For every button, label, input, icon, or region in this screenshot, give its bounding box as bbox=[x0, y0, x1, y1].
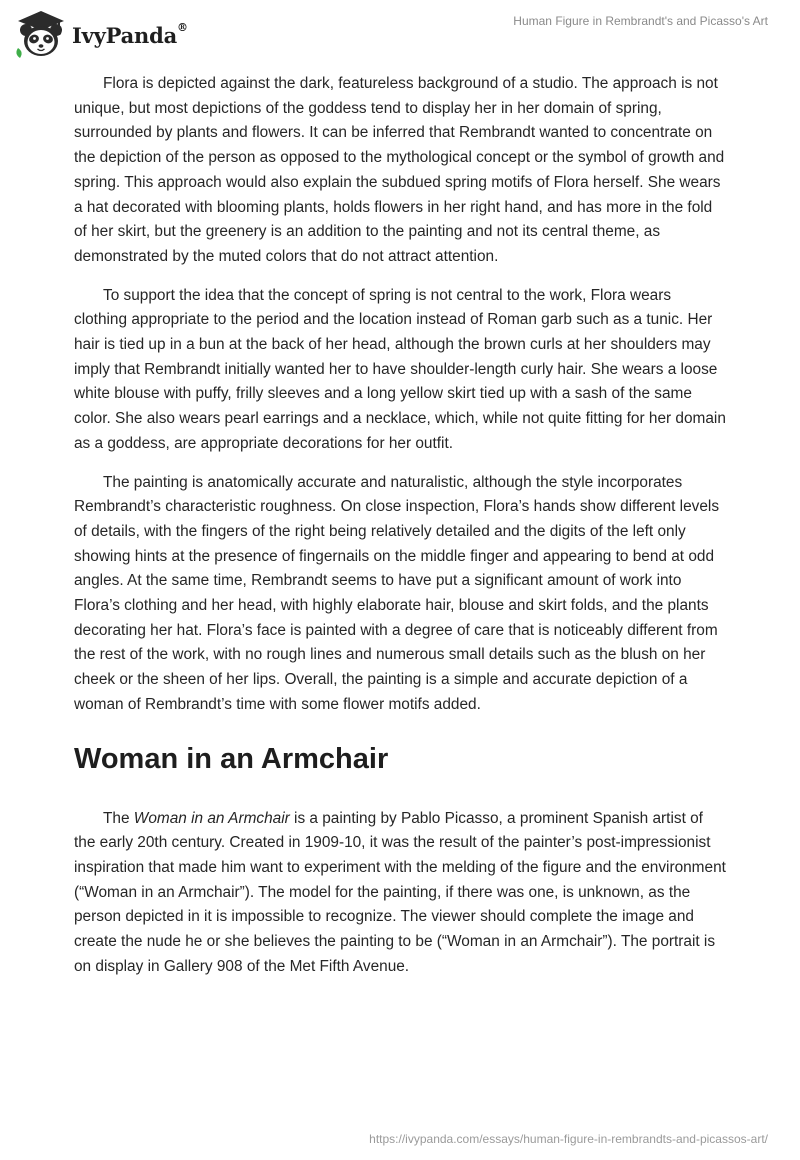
page-header bbox=[0, 0, 800, 70]
document-title: Human Figure in Rembrandt's and Picasso's Art bbox=[513, 14, 768, 28]
panda-graduation-cap-icon bbox=[14, 8, 68, 60]
registered-mark: ® bbox=[177, 20, 188, 34]
paragraph-lead-text: The bbox=[103, 809, 134, 827]
paragraph-flora-anatomy: The painting is anatomically accurate and naturalistic, although the style incorporates Rembrandt’s characteristic roughness. On close inspection, Flora’s hands show different levels of details, with the fingers of the right being relatively detailed and the digits of the left only showing hints at the presence of fingernails on the middle finger and appearing to bend at odd angles. At the same time, Rembrandt seems to have put a significant amount of work into Flora’s clothing and her head, with highly elaborate hair, blouse and skirt folds, and the plants decorating her hat. Flora’s face is painted with a degree of care that is noticeably different from the rest of the work, with no rough lines and numerous small details such as the blush on her cheek or the sheen of her lips. Overall, the painting is a simple and accurate depiction of a woman of Rembrandt’s time with some flower motifs added. bbox=[74, 473, 720, 713]
brand-name-text: IvyPanda bbox=[72, 22, 178, 48]
section-heading: Woman in an Armchair bbox=[74, 742, 389, 775]
brand-logo[interactable] bbox=[14, 8, 188, 60]
paragraph-rest-text: is a painting by Pablo Picasso, a prominent Spanish artist of the early 20th century. Created in 1909-10, it was the result of the painter’s post-impressionist inspiration that made him want to experiment with the melding of the figure and the environment (“Woman in an Armchair”). The model for the painting, if there was one, is unknown, as the person depicted in it is impossible to recognize. The viewer should complete the image and create the nude he or she believes the painting to be (“Woman in an Armchair”). The portrait is on display in Gallery 908 of the Met Fifth Avenue. bbox=[74, 809, 726, 975]
source-url[interactable]: https://ivypanda.com/essays/human-figure-in-rembrandts-and-picassos-art/ bbox=[369, 1132, 768, 1146]
essay-body bbox=[74, 72, 726, 994]
painting-title-italic: Woman in an Armchair bbox=[133, 809, 290, 827]
paragraph-flora-clothing: To support the idea that the concept of spring is not central to the work, Flora wears clothing appropriate to the period and the location instead of Roman garb such as a tunic. Her hair is tied up in a bun at the back of her head, although the brown curls at her shoulders may imply that Rembrandt initially wanted her to have shoulder-length curly hair. She wears a loose white blouse with puffy, frilly sleeves and a long yellow skirt tied up with a sash of the same color. She also wears pearl earrings and a necklace, which, while not quite fitting for her domain as a goddess, are appropriate decorations for her outfit. bbox=[74, 286, 726, 452]
paragraph-flora-background: Flora is depicted against the dark, featureless background of a studio. The approach is not unique, but most depictions of the goddess tend to display her in her domain of spring, surrounded by plants and flowers. It can be inferred that Rembrandt wanted to concentrate on the depiction of the person as opposed to the mythological concept or the symbol of growth and spring. This approach would also explain the subdued spring motifs of Flora herself. She wears a hat decorated with blooming plants, holds flowers in her right hand, and has more in the fold of her skirt, but the greenery is an addition to the painting and not its central theme, as demonstrated by the muted colors that do not attract attention. bbox=[74, 75, 725, 265]
paragraph-woman-in-armchair bbox=[74, 807, 726, 980]
brand-name bbox=[72, 20, 188, 48]
